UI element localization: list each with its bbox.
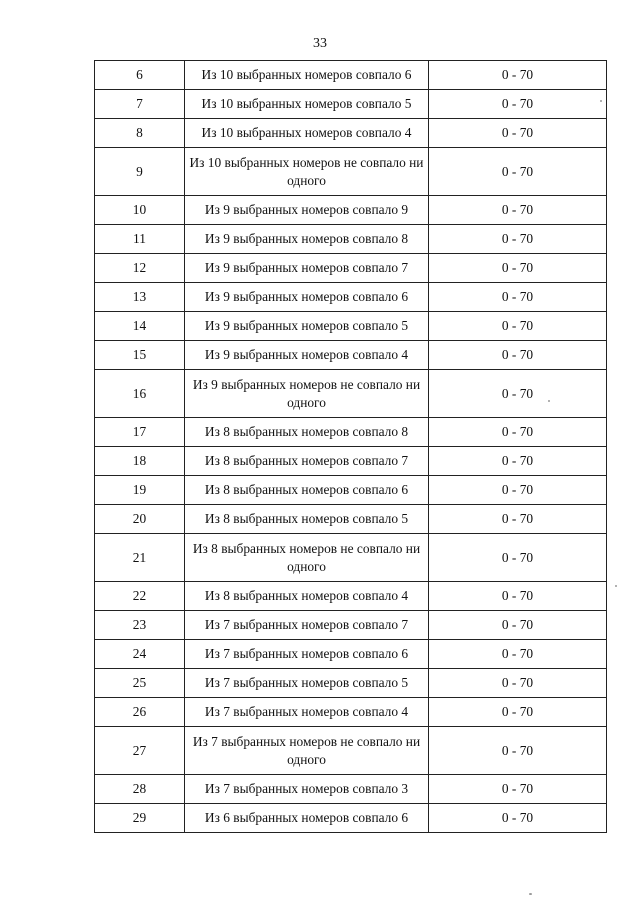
row-number-cell: 6: [95, 61, 185, 90]
table-row: [95, 804, 607, 833]
row-number-cell: 8: [95, 119, 185, 148]
row-number-cell: 9: [95, 148, 185, 196]
table-row: [95, 727, 607, 775]
row-number-cell: 25: [95, 669, 185, 698]
row-number-cell: 15: [95, 341, 185, 370]
range-cell: 0 - 70: [429, 775, 607, 804]
range-cell: 0 - 70: [429, 505, 607, 534]
row-number-cell: 12: [95, 254, 185, 283]
condition-cell: Из 8 выбранных номеров совпало 8: [185, 418, 429, 447]
row-number-cell: 14: [95, 312, 185, 341]
row-number-cell: 24: [95, 640, 185, 669]
condition-cell: Из 8 выбранных номеров совпало 6: [185, 476, 429, 505]
row-number-cell: 20: [95, 505, 185, 534]
table-row: [95, 148, 607, 196]
range-cell: 0 - 70: [429, 119, 607, 148]
row-number-cell: 7: [95, 90, 185, 119]
condition-cell: Из 7 выбранных номеров совпало 7: [185, 611, 429, 640]
row-number-cell: 17: [95, 418, 185, 447]
range-cell: 0 - 70: [429, 476, 607, 505]
condition-cell: Из 10 выбранных номеров совпало 4: [185, 119, 429, 148]
table-row: [95, 582, 607, 611]
range-cell: 0 - 70: [429, 418, 607, 447]
page-number: 33: [313, 36, 327, 51]
condition-cell: Из 9 выбранных номеров совпало 7: [185, 254, 429, 283]
table-row: [95, 505, 607, 534]
condition-cell: Из 10 выбранных номеров совпало 6: [185, 61, 429, 90]
table-row: [95, 698, 607, 727]
condition-cell: Из 10 выбранных номеров не совпало ни одного: [185, 148, 429, 196]
table-row: [95, 640, 607, 669]
range-cell: 0 - 70: [429, 61, 607, 90]
condition-cell: Из 7 выбранных номеров не совпало ни одного: [185, 727, 429, 775]
scan-speck: [615, 585, 617, 587]
row-number-cell: 13: [95, 283, 185, 312]
table-row: [95, 61, 607, 90]
condition-cell: Из 6 выбранных номеров совпало 6: [185, 804, 429, 833]
condition-cell: Из 9 выбранных номеров совпало 8: [185, 225, 429, 254]
range-cell: 0 - 70: [429, 370, 607, 418]
range-cell: 0 - 70: [429, 727, 607, 775]
condition-cell: Из 7 выбранных номеров совпало 5: [185, 669, 429, 698]
condition-cell: Из 9 выбранных номеров совпало 4: [185, 341, 429, 370]
condition-cell: Из 8 выбранных номеров не совпало ни одного: [185, 534, 429, 582]
table-row: [95, 775, 607, 804]
row-number-cell: 19: [95, 476, 185, 505]
table-row: [95, 341, 607, 370]
row-number-cell: 26: [95, 698, 185, 727]
range-cell: 0 - 70: [429, 148, 607, 196]
table-row: [95, 669, 607, 698]
condition-cell: Из 7 выбранных номеров совпало 6: [185, 640, 429, 669]
condition-cell: Из 10 выбранных номеров совпало 5: [185, 90, 429, 119]
table-row: [95, 254, 607, 283]
scan-speck: [548, 400, 550, 402]
table-row: [95, 312, 607, 341]
row-number-cell: 11: [95, 225, 185, 254]
row-number-cell: 16: [95, 370, 185, 418]
table-row: [95, 476, 607, 505]
row-number-cell: 10: [95, 196, 185, 225]
range-cell: 0 - 70: [429, 669, 607, 698]
range-cell: 0 - 70: [429, 196, 607, 225]
range-cell: 0 - 70: [429, 312, 607, 341]
condition-cell: Из 9 выбранных номеров совпало 6: [185, 283, 429, 312]
scan-speck: [600, 100, 602, 102]
table-row: [95, 119, 607, 148]
condition-cell: Из 9 выбранных номеров не совпало ни одного: [185, 370, 429, 418]
condition-cell: Из 9 выбранных номеров совпало 5: [185, 312, 429, 341]
range-cell: 0 - 70: [429, 582, 607, 611]
scan-speck: [529, 893, 532, 895]
condition-cell: Из 7 выбранных номеров совпало 3: [185, 775, 429, 804]
range-cell: 0 - 70: [429, 698, 607, 727]
table-row: [95, 534, 607, 582]
row-number-cell: 27: [95, 727, 185, 775]
range-cell: 0 - 70: [429, 254, 607, 283]
range-cell: 0 - 70: [429, 640, 607, 669]
row-number-cell: 29: [95, 804, 185, 833]
table-body: [95, 61, 607, 833]
range-cell: 0 - 70: [429, 341, 607, 370]
table-row: [95, 418, 607, 447]
range-cell: 0 - 70: [429, 90, 607, 119]
range-cell: 0 - 70: [429, 225, 607, 254]
condition-cell: Из 8 выбранных номеров совпало 4: [185, 582, 429, 611]
range-cell: 0 - 70: [429, 804, 607, 833]
table-row: [95, 90, 607, 119]
condition-cell: Из 8 выбранных номеров совпало 5: [185, 505, 429, 534]
row-number-cell: 21: [95, 534, 185, 582]
range-cell: 0 - 70: [429, 447, 607, 476]
table-row: [95, 196, 607, 225]
table-row: [95, 225, 607, 254]
row-number-cell: 23: [95, 611, 185, 640]
table-row: [95, 283, 607, 312]
table-row: [95, 370, 607, 418]
range-cell: 0 - 70: [429, 534, 607, 582]
range-cell: 0 - 70: [429, 283, 607, 312]
condition-cell: Из 8 выбранных номеров совпало 7: [185, 447, 429, 476]
prize-category-table: [94, 60, 607, 833]
row-number-cell: 28: [95, 775, 185, 804]
row-number-cell: 22: [95, 582, 185, 611]
range-cell: 0 - 70: [429, 611, 607, 640]
condition-cell: Из 7 выбранных номеров совпало 4: [185, 698, 429, 727]
table-row: [95, 447, 607, 476]
row-number-cell: 18: [95, 447, 185, 476]
table-row: [95, 611, 607, 640]
condition-cell: Из 9 выбранных номеров совпало 9: [185, 196, 429, 225]
